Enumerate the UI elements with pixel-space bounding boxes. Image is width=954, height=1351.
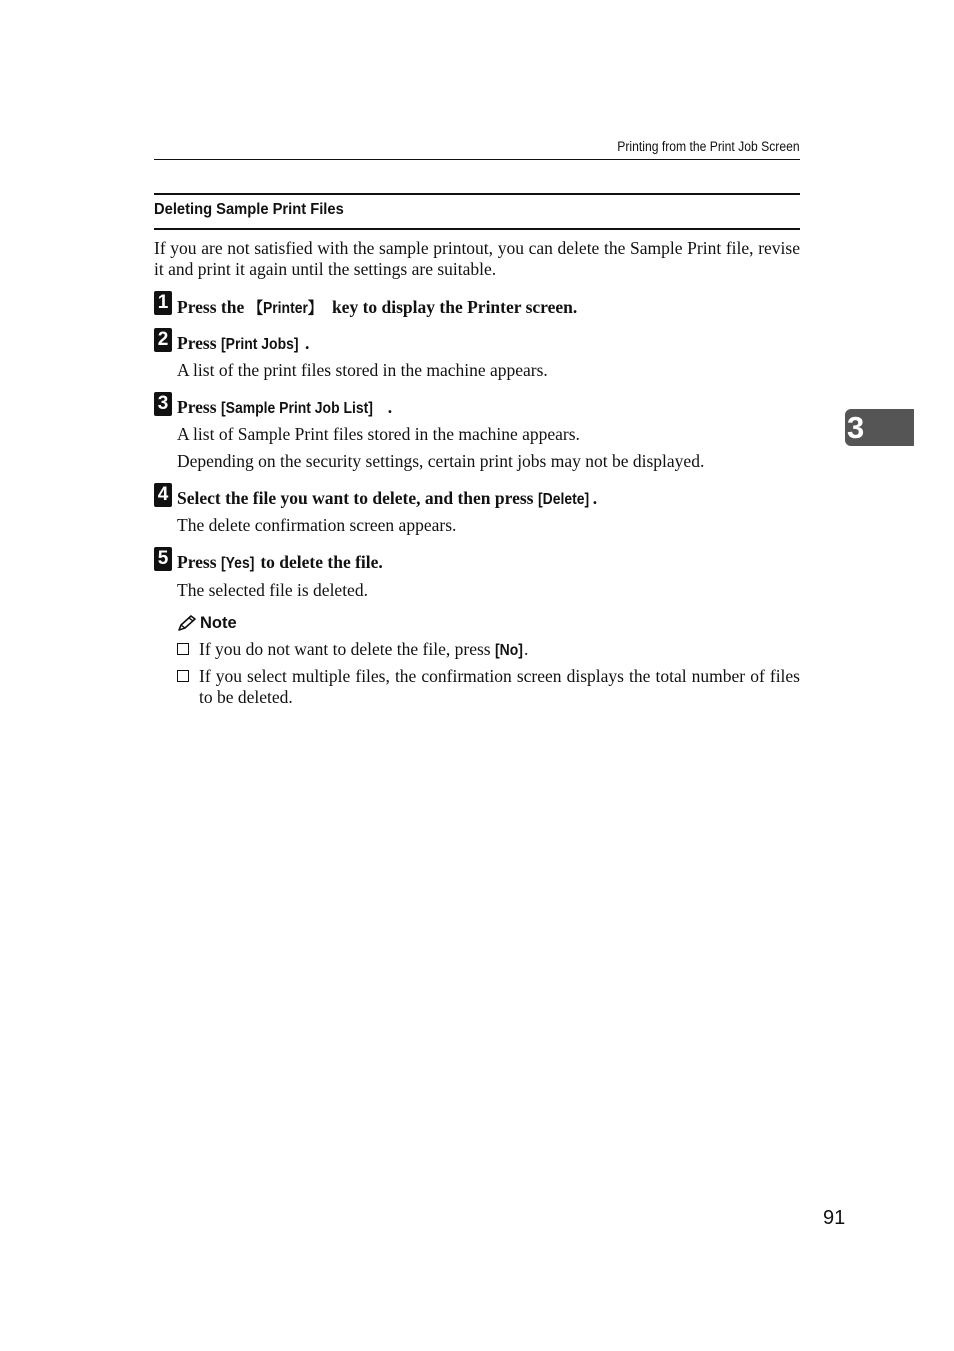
step-number-badge: 1: [154, 291, 172, 315]
step-text-pre: Press: [177, 397, 221, 417]
step-text-post: key to display the Printer screen.: [327, 297, 578, 317]
step-text-pre: Select the file you want to delete, and then press: [177, 488, 538, 508]
section-top-rule: [154, 193, 800, 195]
note-label: Note: [200, 614, 237, 632]
step-text-pre: Press the: [177, 297, 249, 317]
checkbox-bullet-icon: [177, 670, 189, 682]
note-item: [199, 639, 800, 661]
header-rule: [154, 159, 800, 160]
step-text-post: to delete the file.: [255, 552, 383, 572]
note-text-pre: If you do not want to delete the file, press: [199, 639, 495, 659]
section-bottom-rule: [154, 228, 800, 230]
note-item: If you select multiple files, the confirmation screen displays the total number of files to be deleted.: [199, 666, 800, 707]
step-text-post: .: [305, 333, 310, 353]
no-key-label: [No]: [494, 642, 523, 659]
pencil-icon: [177, 615, 197, 632]
step-5-instruction: [177, 552, 383, 573]
step-text-post: .: [387, 397, 393, 417]
step-3-remark: Depending on the security settings, certain print jobs may not be displayed.: [177, 451, 705, 471]
page-number: 91: [823, 1207, 846, 1229]
step-5-result: The selected file is deleted.: [177, 580, 368, 600]
chapter-tab: [845, 409, 914, 446]
section-title: Deleting Sample Print Files: [154, 201, 344, 218]
note-heading: [177, 614, 237, 633]
chapter-number: 3: [847, 410, 865, 445]
step-2-instruction: [177, 333, 309, 354]
checkbox-bullet-icon: [177, 643, 189, 655]
step-text-pre: Press: [177, 333, 221, 353]
step-text-pre: Press: [177, 552, 221, 572]
print-jobs-key-label: [Print Jobs]: [220, 336, 299, 353]
step-3-instruction: [177, 397, 392, 418]
step-number-badge: 5: [154, 547, 172, 571]
step-text-post: .: [592, 488, 598, 508]
step-number-badge: 4: [154, 483, 172, 507]
step-4-result: The delete confirmation screen appears.: [177, 515, 457, 535]
step-1-instruction: [177, 296, 577, 318]
printer-key-label: 【Printer】: [248, 300, 322, 317]
running-header: Printing from the Print Job Screen: [617, 139, 800, 154]
step-number-badge: 2: [154, 328, 172, 352]
step-2-result: A list of the print files stored in the machine appears.: [177, 360, 548, 380]
step-number-badge: 3: [154, 392, 172, 416]
intro-paragraph: If you are not satisfied with the sample printout, you can delete the Sample Print file, revise it and print it again until the settings are suitable.: [154, 238, 800, 279]
step-3-result: A list of Sample Print files stored in the machine appears.: [177, 424, 580, 444]
note-text-post: .: [523, 639, 529, 659]
delete-key-label: [Delete]: [537, 491, 590, 508]
sample-print-job-list-key-label: [Sample Print Job List]: [220, 400, 373, 417]
step-4-instruction: [177, 488, 597, 509]
yes-key-label: [Yes]: [220, 555, 255, 572]
